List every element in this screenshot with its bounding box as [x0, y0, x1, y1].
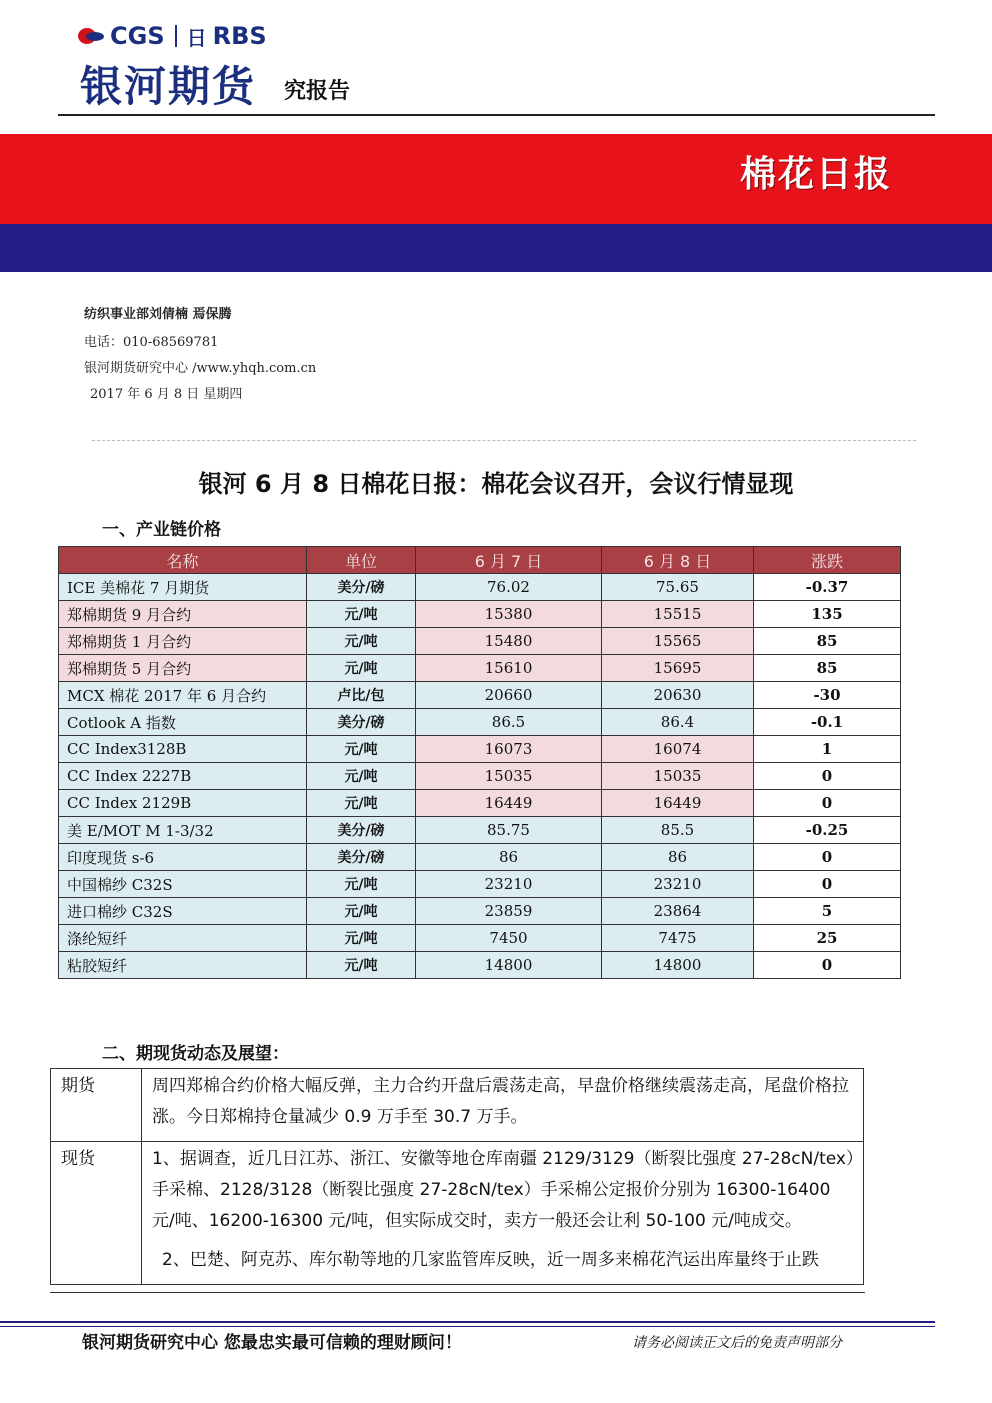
page-break-mask: [0, 1292, 992, 1322]
research-center: 银河期货研究中心 /www.yhqh.com.cn: [84, 361, 317, 376]
table-row: [59, 601, 901, 628]
row-change: 0: [754, 763, 901, 790]
row-unit: 卢比/包: [307, 682, 416, 709]
row-name: CC Index3128B: [59, 736, 307, 763]
futures-label: 期货: [51, 1069, 142, 1142]
row-unit: 元/吨: [307, 898, 416, 925]
commentary-table: [50, 1068, 864, 1285]
row-day2: 14800: [602, 952, 754, 979]
row-day1: 76.02: [416, 574, 602, 601]
row-day2: 16074: [602, 736, 754, 763]
row-change: 0: [754, 790, 901, 817]
col-header-day2: 6 月 8 日: [602, 547, 754, 574]
report-type: 究报告: [284, 79, 351, 104]
footer-disclaimer: 请务必阅读正文后的免责声明部分: [632, 1335, 842, 1351]
row-day2: 15565: [602, 628, 754, 655]
banner-title: 棉花日报: [739, 154, 892, 195]
logo-rbs-text: RBS: [212, 22, 267, 50]
row-day2: 75.65: [602, 574, 754, 601]
row-day1: 15480: [416, 628, 602, 655]
row-change: 85: [754, 628, 901, 655]
row-name: ICE 美棉花 7 月期货: [59, 574, 307, 601]
header-rule: [58, 114, 935, 116]
row-unit: 美分/磅: [307, 574, 416, 601]
table-row: [59, 790, 901, 817]
row-change: -0.1: [754, 709, 901, 736]
col-header-unit: 单位: [307, 547, 416, 574]
spot-paragraph-2: 2、巴楚、阿克苏、库尔勒等地的几家监管库反映，近一周多来棉花汽运出库量终于止跌: [162, 1250, 819, 1270]
row-name: CC Index 2227B: [59, 763, 307, 790]
row-day2: 23210: [602, 871, 754, 898]
blue-banner: [0, 224, 992, 272]
row-day1: 15610: [416, 655, 602, 682]
row-day2: 23864: [602, 898, 754, 925]
row-name: 郑棉期货 1 月合约: [59, 628, 307, 655]
table-row: [59, 682, 901, 709]
spot-label: 现货: [51, 1142, 142, 1285]
row-unit: 元/吨: [307, 628, 416, 655]
futures-row: [51, 1069, 864, 1142]
row-name: 印度现货 s-6: [59, 844, 307, 871]
row-unit: 美分/磅: [307, 709, 416, 736]
row-unit: 元/吨: [307, 790, 416, 817]
table-row: [59, 736, 901, 763]
row-unit: 美分/磅: [307, 817, 416, 844]
row-day1: 85.75: [416, 817, 602, 844]
spot-text: [142, 1142, 864, 1285]
row-name: 中国棉纱 C32S: [59, 871, 307, 898]
dashed-divider: [92, 440, 916, 441]
row-day1: 86.5: [416, 709, 602, 736]
row-change: 25: [754, 925, 901, 952]
table-row: [59, 763, 901, 790]
row-day2: 15515: [602, 601, 754, 628]
spot-row: [51, 1142, 864, 1285]
author-dept: 纺织事业部刘倩楠 焉保腾: [84, 307, 232, 322]
row-day2: 86: [602, 844, 754, 871]
row-day1: 15035: [416, 763, 602, 790]
row-name: 进口棉纱 C32S: [59, 898, 307, 925]
row-unit: 元/吨: [307, 763, 416, 790]
row-day1: 14800: [416, 952, 602, 979]
row-change: 0: [754, 871, 901, 898]
col-header-change: 涨跌: [754, 547, 901, 574]
company-name: 银河期货: [80, 62, 257, 111]
row-day2: 15695: [602, 655, 754, 682]
table-row: [59, 871, 901, 898]
row-day2: 20630: [602, 682, 754, 709]
row-name: 涤纶短纤: [59, 925, 307, 952]
row-unit: 元/吨: [307, 952, 416, 979]
row-day2: 85.5: [602, 817, 754, 844]
row-name: CC Index 2129B: [59, 790, 307, 817]
row-change: -30: [754, 682, 901, 709]
row-change: -0.25: [754, 817, 901, 844]
table-row: [59, 655, 901, 682]
report-date: 2017 年 6 月 8 日 星期四: [90, 387, 243, 402]
row-unit: 美分/磅: [307, 844, 416, 871]
row-day2: 86.4: [602, 709, 754, 736]
col-header-name: 名称: [59, 547, 307, 574]
row-day1: 20660: [416, 682, 602, 709]
row-change: 5: [754, 898, 901, 925]
row-change: 85: [754, 655, 901, 682]
section-heading-prices: 一、产业链价格: [102, 520, 221, 540]
col-header-day1: 6 月 7 日: [416, 547, 602, 574]
section-heading-outlook: 二、期现货动态及展望：: [102, 1044, 289, 1064]
footer-rule: [0, 1321, 935, 1323]
row-name: MCX 棉花 2017 年 6 月合约: [59, 682, 307, 709]
row-unit: 元/吨: [307, 871, 416, 898]
footer-rule-thin: [0, 1326, 935, 1327]
table-row: [59, 817, 901, 844]
table-row: [59, 844, 901, 871]
row-change: 135: [754, 601, 901, 628]
table-header-row: [59, 547, 901, 574]
futures-text: [142, 1069, 864, 1142]
table-row: [59, 952, 901, 979]
row-name: 美 E/MOT M 1-3/32: [59, 817, 307, 844]
cgs-logo-icon: [78, 26, 104, 46]
table-row: [59, 628, 901, 655]
row-name: Cotlook A 指数: [59, 709, 307, 736]
row-name: 粘胶短纤: [59, 952, 307, 979]
logo: [78, 22, 267, 50]
row-unit: 元/吨: [307, 736, 416, 763]
row-unit: 元/吨: [307, 601, 416, 628]
spot-paragraph-1: 1、据调查，近几日江苏、浙江、安徽等地仓库南疆 2129/3129（断裂比强度 27-28cN/tex）手采棉、2128/3128（断裂比强度 27-28cN/tex）手采棉公定报价分别为 16300-16400 元/吨、16200-16300 元/吨，但实际成交时，卖方一般还会让利 50-100 元/吨成交。: [152, 1149, 855, 1231]
futures-paragraph: 周四郑棉合约价格大幅反弹，主力合约开盘后震荡走高，早盘价格继续震荡走高，尾盘价格拉涨。今日郑棉持仓量减少 0.9 万手至 30.7 万手。: [152, 1076, 849, 1127]
table-row: [59, 709, 901, 736]
logo-cgs-text: CGS: [110, 22, 165, 50]
row-change: 0: [754, 844, 901, 871]
report-title: 银河 6 月 8 日棉花日报：棉花会议召开，会议行情显现: [198, 470, 794, 498]
row-day1: 86: [416, 844, 602, 871]
row-change: -0.37: [754, 574, 901, 601]
row-day1: 16449: [416, 790, 602, 817]
row-unit: 元/吨: [307, 925, 416, 952]
author-phone: 电话：010-68569781: [84, 335, 219, 350]
row-day1: 7450: [416, 925, 602, 952]
row-day1: 23210: [416, 871, 602, 898]
row-day2: 7475: [602, 925, 754, 952]
table-row: [59, 898, 901, 925]
row-day1: 16073: [416, 736, 602, 763]
row-name: 郑棉期货 5 月合约: [59, 655, 307, 682]
row-name: 郑棉期货 9 月合约: [59, 601, 307, 628]
row-unit: 元/吨: [307, 655, 416, 682]
row-change: 1: [754, 736, 901, 763]
footer-slogan: 银河期货研究中心 您最忠实最可信赖的理财顾问！: [82, 1333, 462, 1353]
row-day2: 15035: [602, 763, 754, 790]
table-row: [59, 574, 901, 601]
table-row: [59, 925, 901, 952]
price-table: [58, 546, 901, 979]
row-day1: 23859: [416, 898, 602, 925]
rbs-logo-icon: ⽇: [186, 25, 207, 50]
row-day1: 15380: [416, 601, 602, 628]
row-change: 0: [754, 952, 901, 979]
row-day2: 16449: [602, 790, 754, 817]
logo-divider: [175, 25, 177, 47]
